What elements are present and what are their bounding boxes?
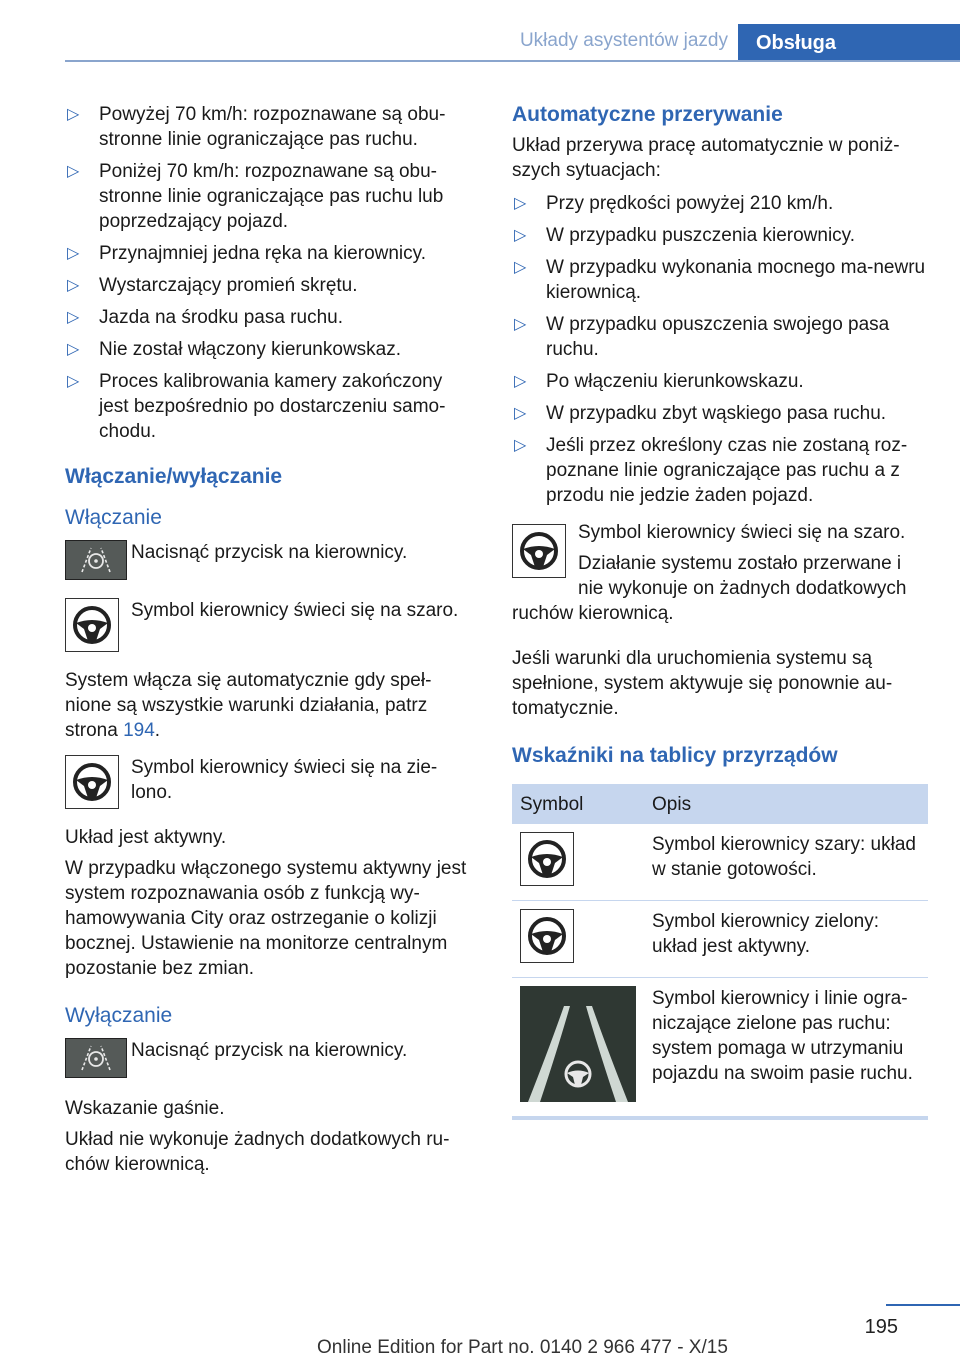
edition-text: Online Edition for Part no. 0140 2 966 477 - X/15: [317, 1337, 728, 1358]
on-grey-text: Symbol kierownicy świeci się na szaro.: [131, 600, 459, 621]
list-item: ▷ Proces kalibrowania kamery zakończony jest bezpośrednio po dostarczeniu samo‐chodu.: [67, 371, 446, 442]
off-press-row: [65, 1038, 475, 1082]
triangle-right-icon: ▷: [514, 437, 527, 454]
interrupted-block: [512, 520, 928, 632]
triangle-right-icon: ▷: [67, 373, 80, 390]
column-header-description: Opis: [644, 784, 928, 824]
triangle-right-icon: ▷: [514, 195, 527, 212]
list-item: ▷ Nie został włączony kierunkowskaz.: [67, 339, 402, 360]
table-row: [512, 978, 928, 1117]
heading-on: Włączanie: [65, 506, 162, 529]
list-item: ▷ Przynajmniej jedna ręka na kierownicy.: [67, 243, 427, 264]
auto-on-paragraph: System włącza się automatycznie gdy speł‐nione są wszystkie warunki działania, patrz strona 194.: [65, 670, 432, 741]
triangle-right-icon: ▷: [67, 245, 80, 262]
heading-off: Wyłączanie: [65, 1004, 173, 1027]
triangle-right-icon: ▷: [67, 341, 80, 358]
triangle-right-icon: ▷: [514, 373, 527, 390]
on-green-text: Symbol kierownicy świeci się na zie‐lono.: [131, 757, 438, 803]
steering-wheel-icon: [65, 598, 119, 652]
grey-symbol-text: Symbol kierownicy świeci się na szaro.: [578, 522, 906, 543]
indicators-table: [512, 784, 928, 1117]
lane-lines-icon: [520, 986, 636, 1102]
table-row: [512, 901, 928, 978]
conditions-list: [65, 102, 475, 444]
triangle-right-icon: ▷: [514, 259, 527, 276]
footer-divider: [886, 1304, 960, 1306]
interrupted-text: Działanie systemu zostało przerwane i nie wykonuje on żadnych dodatkowych ruchów kierownicą.: [512, 553, 907, 624]
off-detail-text: Układ nie wykonuje żadnych dodatkowych ru‐chów kierownicą.: [65, 1129, 450, 1175]
off-press-text: Nacisnąć przycisk na kierownicy.: [131, 1040, 408, 1061]
auto-intro-text: Układ przerywa pracę automatycznie w poniż‐szych sytuacjach:: [512, 135, 900, 181]
list-item: ▷ Przy prędkości powyżej 210 km/h.: [514, 193, 834, 214]
page-number: 195: [864, 1316, 898, 1338]
press-button-row: [65, 540, 475, 584]
list-item: ▷ Poniżej 70 km/h: rozpoznawane są obu‐stronne linie ograniczające pas ruchu lub poprzedzający pojazd.: [67, 161, 444, 232]
steering-wheel-icon: [65, 755, 119, 809]
steering-wheel-icon: [520, 909, 574, 963]
page-header: [65, 24, 960, 62]
active-text: Układ jest aktywny.: [65, 827, 227, 848]
table-cell-symbol: [512, 901, 644, 978]
list-item: ▷ Wystarczający promień skrętu.: [67, 275, 358, 296]
steering-wheel-icon: [512, 524, 566, 578]
resume-text: Jeśli warunki dla uruchomienia systemu są spełnione, system aktywuje się ponownie au‐tomatycznie.: [512, 648, 893, 719]
triangle-right-icon: ▷: [514, 405, 527, 422]
lane-assist-button-icon: [65, 540, 127, 580]
green-symbol-row: [65, 755, 475, 811]
list-item: ▷ W przypadku wykonania mocnego ma‐newru kierownicą.: [514, 257, 926, 303]
table-cell-symbol: [512, 824, 644, 901]
header-divider: [65, 60, 960, 62]
table-cell-description: Symbol kierownicy zielony: układ jest aktywny.: [644, 901, 928, 978]
table-cell-description: Symbol kierownicy szary: układ w stanie gotowości.: [644, 824, 928, 901]
triangle-right-icon: ▷: [67, 309, 80, 326]
left-column: [65, 102, 475, 1183]
list-item: ▷ Powyżej 70 km/h: rozpoznawane są obu‐stronne linie ograniczające pas ruchu.: [67, 104, 446, 150]
list-item: ▷ Jazda na środku pasa ruchu.: [67, 307, 343, 328]
triangle-right-icon: ▷: [67, 277, 80, 294]
triangle-right-icon: ▷: [67, 163, 80, 180]
interruption-list: [512, 191, 928, 508]
table-cell-symbol: [512, 978, 644, 1117]
on-press-text: Nacisnąć przycisk na kierownicy.: [131, 542, 408, 563]
list-item: ▷ Jeśli przez określony czas nie zostaną roz‐poznane linie ograniczające pas ruchu a z przodu nie jedzie żaden pojazd.: [514, 435, 908, 506]
table-cell-description: Symbol kierownicy i linie ogra‐niczające zielone pas ruchu: system pomaga w utrzymaniu pojazdu na swoim pasie ruchu.: [644, 978, 928, 1117]
heading-indicators: Wskaźniki na tablicy przyrządów: [512, 744, 838, 767]
off-display-text: Wskazanie gaśnie.: [65, 1098, 225, 1119]
page-link[interactable]: 194: [123, 720, 155, 741]
triangle-right-icon: ▷: [67, 106, 80, 123]
table-bottom-line: [512, 1117, 928, 1120]
list-item: ▷ W przypadku puszczenia kierownicy.: [514, 225, 856, 246]
lane-assist-button-icon: [65, 1038, 127, 1078]
section-label: Układy asystentów jazdy: [519, 30, 728, 51]
steering-wheel-icon: [520, 832, 574, 886]
list-item: ▷ Po włączeniu kierunkowskazu.: [514, 371, 804, 392]
tab-obsluga: Obsługa: [738, 24, 960, 62]
column-header-symbol: Symbol: [512, 784, 644, 824]
triangle-right-icon: ▷: [514, 227, 527, 244]
heading-automatic-interruption: Automatyczne przerywanie: [512, 103, 783, 126]
triangle-right-icon: ▷: [514, 316, 527, 333]
right-column: [512, 102, 928, 1120]
table-header-row: [512, 784, 928, 824]
active-detail-text: W przypadku włączonego systemu aktywny jest system rozpoznawania osób z funkcją wy‐hamowywania City oraz ostrzeganie o kolizji bocznej. Ustawienie na monitorze centralnym pozostanie bez zmian.: [65, 858, 467, 979]
list-item: ▷ W przypadku opuszczenia swojego pasa ruchu.: [514, 314, 890, 360]
grey-symbol-row: [65, 598, 475, 654]
table-row: [512, 824, 928, 901]
list-item: ▷ W przypadku zbyt wąskiego pasa ruchu.: [514, 403, 887, 424]
heading-on-off: Włączanie/wyłączanie: [65, 465, 283, 488]
